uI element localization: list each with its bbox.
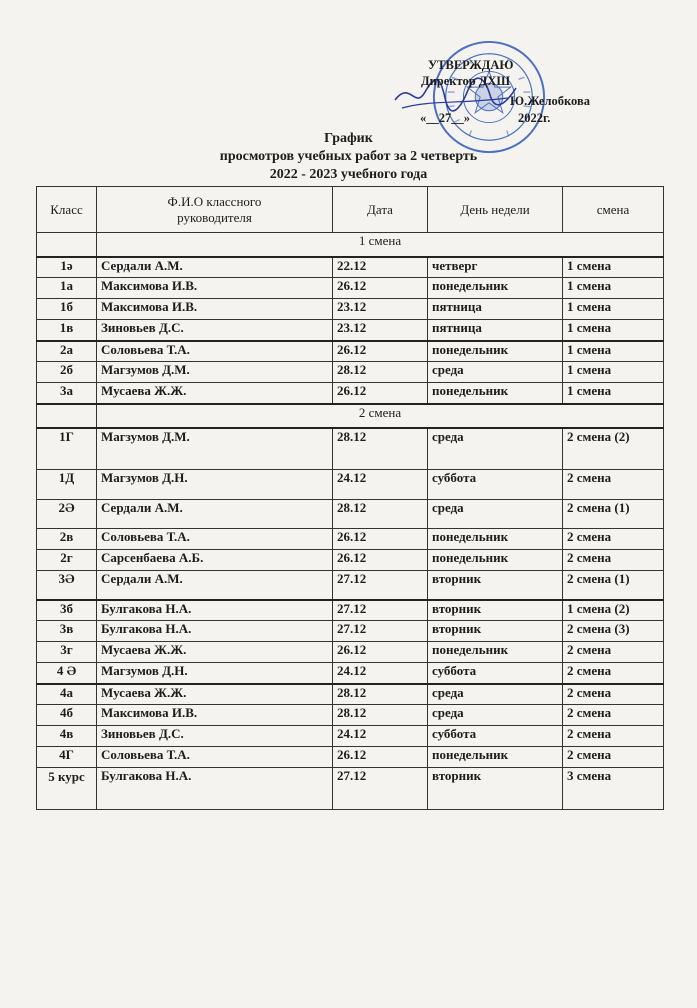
cell-date: 28.12 (333, 362, 428, 383)
cell-day: суббота (428, 470, 563, 500)
table-row (37, 663, 664, 684)
cell-name: Магзумов Д.Н. (97, 470, 333, 500)
cell-shift: 1 смена (563, 299, 664, 320)
cell-shift: 1 смена (2) (563, 600, 664, 621)
header-class: Класс (37, 187, 97, 233)
cell-day: вторник (428, 600, 563, 621)
cell-shift: 2 смена (563, 663, 664, 684)
table-row (37, 500, 664, 529)
cell-date: 26.12 (333, 341, 428, 362)
table-row (37, 257, 664, 278)
cell-name: Соловьева Т.А. (97, 529, 333, 550)
cell-name: Булгакова Н.А. (97, 600, 333, 621)
cell-day: вторник (428, 571, 563, 600)
cell-shift: 2 смена (3) (563, 621, 664, 642)
table-header-row (37, 187, 664, 233)
cell-class: 3в (37, 621, 97, 642)
header-name-line1: Ф.И.О классного (167, 193, 262, 209)
schedule-table (36, 186, 664, 810)
cell-name: Магзумов Д.М. (97, 428, 333, 470)
cell-day: понедельник (428, 747, 563, 768)
table-row (37, 684, 664, 705)
cell-date: 26.12 (333, 550, 428, 571)
cell-day: понедельник (428, 550, 563, 571)
cell-day: среда (428, 362, 563, 383)
cell-day: среда (428, 705, 563, 726)
cell-shift: 2 смена (563, 726, 664, 747)
cell-date: 24.12 (333, 726, 428, 747)
cell-shift: 2 смена (1) (563, 500, 664, 529)
cell-shift: 2 смена (563, 705, 664, 726)
cell-name: Мусаева Ж.Ж. (97, 684, 333, 705)
cell-shift: 2 смена (563, 470, 664, 500)
cell-class: 3а (37, 383, 97, 404)
cell-name: Магзумов Д.Н. (97, 663, 333, 684)
cell-date: 24.12 (333, 663, 428, 684)
cell-shift: 2 смена (1) (563, 571, 664, 600)
director-label: Директор ДХШ (421, 74, 511, 88)
table-row (37, 571, 664, 600)
table-row (37, 278, 664, 299)
section-row-2 (37, 404, 664, 428)
table-row (37, 320, 664, 341)
cell-shift: 1 смена (563, 341, 664, 362)
cell-class: 3б (37, 600, 97, 621)
cell-name: Максимова И.В. (97, 299, 333, 320)
approval-day: «__27__» (420, 111, 470, 125)
cell-shift: 2 смена (563, 529, 664, 550)
cell-class: 4 Ә (37, 663, 97, 684)
cell-name: Сердали А.М. (97, 257, 333, 278)
cell-date: 26.12 (333, 642, 428, 663)
cell-class: 1Г (37, 428, 97, 470)
cell-name: Булгакова Н.А. (97, 621, 333, 642)
table-row (37, 642, 664, 663)
approval-block (0, 0, 697, 130)
cell-shift: 2 смена (563, 747, 664, 768)
cell-shift: 2 смена (563, 684, 664, 705)
cell-class: 4а (37, 684, 97, 705)
cell-day: вторник (428, 768, 563, 810)
cell-date: 27.12 (333, 768, 428, 810)
table-row (37, 705, 664, 726)
cell-day: четверг (428, 257, 563, 278)
header-date: Дата (333, 187, 428, 233)
doc-title: График (324, 131, 373, 146)
cell-shift: 1 смена (563, 362, 664, 383)
doc-year: 2022 - 2023 учебного года (269, 167, 428, 182)
section2-body (37, 428, 664, 810)
cell-date: 23.12 (333, 299, 428, 320)
cell-date: 27.12 (333, 621, 428, 642)
section-row-1 (37, 233, 664, 257)
cell-day: суббота (428, 663, 563, 684)
cell-day: среда (428, 500, 563, 529)
cell-date: 27.12 (333, 571, 428, 600)
header-shift: смена (563, 187, 664, 233)
cell-class: 5 курс (37, 768, 97, 810)
table-row (37, 470, 664, 500)
cell-name: Максимова И.В. (97, 278, 333, 299)
cell-name: Булгакова Н.А. (97, 768, 333, 810)
cell-date: 28.12 (333, 705, 428, 726)
cell-name: Зиновьев Д.С. (97, 726, 333, 747)
section-title: 2 смена (97, 404, 664, 428)
cell-class: 1б (37, 299, 97, 320)
cell-class: 2Ә (37, 500, 97, 529)
section-title: 1 смена (97, 233, 664, 257)
table-row (37, 726, 664, 747)
table-row (37, 428, 664, 470)
cell-date: 28.12 (333, 684, 428, 705)
cell-class: 2в (37, 529, 97, 550)
cell-name: Зиновьев Д.С. (97, 320, 333, 341)
header-day: День недели (428, 187, 563, 233)
cell-day: понедельник (428, 383, 563, 404)
cell-date: 26.12 (333, 278, 428, 299)
cell-day: понедельник (428, 529, 563, 550)
cell-day: вторник (428, 621, 563, 642)
cell-name: Соловьева Т.А. (97, 341, 333, 362)
cell-date: 27.12 (333, 600, 428, 621)
cell-name: Сердали А.М. (97, 500, 333, 529)
table-row (37, 550, 664, 571)
cell-class: 4Г (37, 747, 97, 768)
cell-class: 2г (37, 550, 97, 571)
table-row (37, 341, 664, 362)
cell-class: 2б (37, 362, 97, 383)
section-empty-cell (37, 233, 97, 257)
table-row (37, 383, 664, 404)
cell-shift: 1 смена (563, 278, 664, 299)
cell-day: пятница (428, 320, 563, 341)
section1-body (37, 257, 664, 404)
cell-name: Магзумов Д.М. (97, 362, 333, 383)
cell-name: Соловьева Т.А. (97, 747, 333, 768)
cell-day: среда (428, 428, 563, 470)
cell-class: 4б (37, 705, 97, 726)
cell-date: 26.12 (333, 383, 428, 404)
cell-name: Максимова И.В. (97, 705, 333, 726)
cell-name: Мусаева Ж.Ж. (97, 383, 333, 404)
cell-class: 1а (37, 278, 97, 299)
header-name (97, 187, 333, 233)
cell-shift: 3 смена (563, 768, 664, 810)
cell-class: 2а (37, 341, 97, 362)
table-row (37, 768, 664, 810)
cell-shift: 1 смена (563, 383, 664, 404)
header-name-line2: руководителя (177, 209, 252, 225)
cell-date: 26.12 (333, 747, 428, 768)
table-row (37, 529, 664, 550)
director-name: Ю.Желобкова (510, 94, 590, 108)
cell-date: 28.12 (333, 428, 428, 470)
cell-date: 28.12 (333, 500, 428, 529)
table-row (37, 362, 664, 383)
cell-shift: 1 смена (563, 257, 664, 278)
cell-class: 3г (37, 642, 97, 663)
cell-shift: 2 смена (563, 550, 664, 571)
cell-class: 1ә (37, 257, 97, 278)
approval-year: 2022г. (518, 111, 551, 125)
cell-name: Мусаева Ж.Ж. (97, 642, 333, 663)
approve-label: УТВЕРЖДАЮ (428, 58, 514, 72)
cell-class: 4в (37, 726, 97, 747)
cell-day: суббота (428, 726, 563, 747)
section-empty-cell (37, 404, 97, 428)
cell-date: 22.12 (333, 257, 428, 278)
cell-class: 1в (37, 320, 97, 341)
cell-name: Сердали А.М. (97, 571, 333, 600)
cell-day: понедельник (428, 278, 563, 299)
doc-subtitle: просмотров учебных работ за 2 четверть (219, 149, 478, 164)
table-row (37, 299, 664, 320)
table-row (37, 621, 664, 642)
cell-shift: 1 смена (563, 320, 664, 341)
cell-name: Сарсенбаева А.Б. (97, 550, 333, 571)
cell-date: 23.12 (333, 320, 428, 341)
cell-day: понедельник (428, 642, 563, 663)
cell-day: понедельник (428, 341, 563, 362)
cell-date: 26.12 (333, 529, 428, 550)
cell-shift: 2 смена (2) (563, 428, 664, 470)
cell-date: 24.12 (333, 470, 428, 500)
table-row (37, 747, 664, 768)
cell-class: 3Ә (37, 571, 97, 600)
cell-day: среда (428, 684, 563, 705)
cell-class: 1Д (37, 470, 97, 500)
cell-shift: 2 смена (563, 642, 664, 663)
cell-day: пятница (428, 299, 563, 320)
table-row (37, 600, 664, 621)
